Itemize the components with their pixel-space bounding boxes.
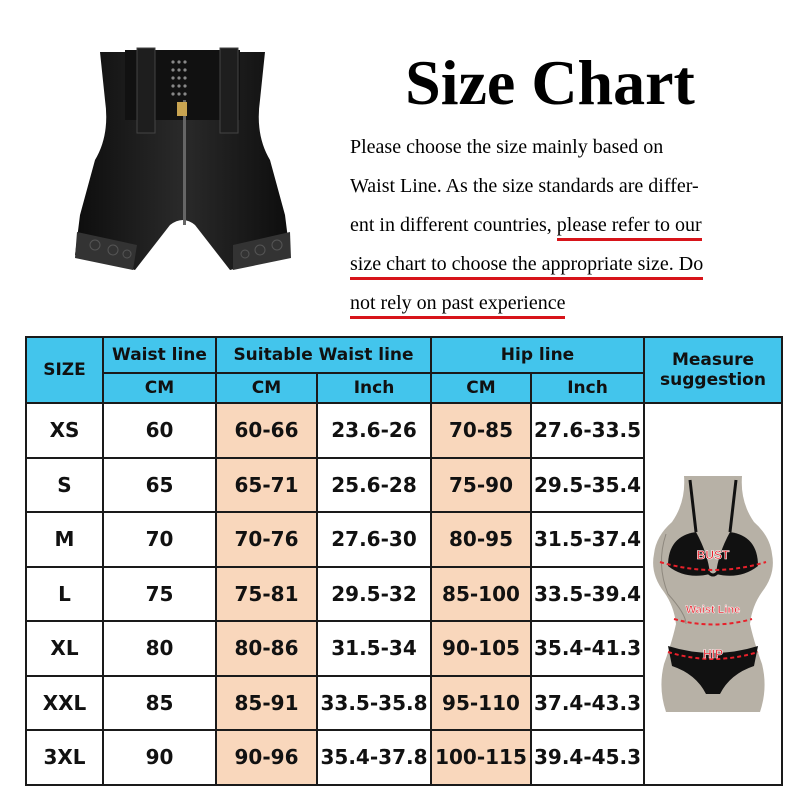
size-cell: M: [26, 512, 103, 567]
header-suitable-inch: Inch: [317, 373, 431, 403]
page-title: Size Chart: [405, 47, 695, 118]
table-row: [26, 403, 782, 458]
hip-cm-cell: 90-105: [431, 621, 531, 676]
suitable-cm-cell: 85-91: [216, 676, 317, 731]
measure-figure-cell: [644, 403, 782, 785]
instruction-line: Please choose the size mainly based on: [350, 136, 664, 158]
size-chart-table: [25, 336, 783, 786]
hip-inch-cell: 31.5-37.4: [531, 512, 644, 567]
size-instructions: [350, 128, 780, 323]
instruction-line: [350, 284, 780, 323]
hip-inch-cell: 27.6-33.5: [531, 403, 644, 458]
waist-cell: 70: [103, 512, 216, 567]
header-suitable-waist-line: Suitable Waist line: [216, 337, 431, 373]
suitable-cm-cell: 70-76: [216, 512, 317, 567]
bust-label: BUST: [696, 547, 730, 562]
waist-cell: 60: [103, 403, 216, 458]
suitable-cm-cell: 75-81: [216, 567, 317, 622]
hip-cm-cell: 80-95: [431, 512, 531, 567]
underlined-instruction: size chart to choose the appropriate size. Do: [350, 253, 703, 280]
hip-inch-cell: 39.4-45.3: [531, 730, 644, 785]
hip-cm-cell: 75-90: [431, 458, 531, 513]
hip-label: HIP: [702, 646, 724, 661]
body-measurement-figure: [646, 474, 780, 714]
header-hip-inch: Inch: [531, 373, 644, 403]
suitable-inch-cell: 33.5-35.8: [317, 676, 431, 731]
instruction-line: [350, 245, 780, 284]
waist-cell: 85: [103, 676, 216, 731]
header-measure-text: Measure: [671, 350, 755, 370]
underlined-instruction: please refer to our: [557, 214, 702, 241]
suitable-inch-cell: 35.4-37.8: [317, 730, 431, 785]
suitable-cm-cell: 80-86: [216, 621, 317, 676]
hip-cm-cell: 70-85: [431, 403, 531, 458]
waist-line-label: Waist Line: [685, 603, 741, 616]
hip-cm-cell: 95-110: [431, 676, 531, 731]
size-cell: XL: [26, 621, 103, 676]
hip-inch-cell: 29.5-35.4: [531, 458, 644, 513]
header-waist-line: Waist line: [103, 337, 216, 373]
header-suggestion-text: suggestion: [660, 370, 766, 390]
header-hip-line: Hip line: [431, 337, 644, 373]
size-cell: 3XL: [26, 730, 103, 785]
waist-cell: 90: [103, 730, 216, 785]
underlined-instruction: not rely on past experience: [350, 292, 565, 319]
suitable-inch-cell: 31.5-34: [317, 621, 431, 676]
suitable-cm-cell: 65-71: [216, 458, 317, 513]
size-cell: XS: [26, 403, 103, 458]
header-waist-cm: CM: [103, 373, 216, 403]
hip-inch-cell: 35.4-41.3: [531, 621, 644, 676]
instruction-line: [350, 206, 780, 245]
hip-cm-cell: 100-115: [431, 730, 531, 785]
suitable-inch-cell: 27.6-30: [317, 512, 431, 567]
suitable-cm-cell: 60-66: [216, 403, 317, 458]
hip-inch-cell: 33.5-39.4: [531, 567, 644, 622]
waist-cell: 80: [103, 621, 216, 676]
suitable-inch-cell: 29.5-32: [317, 567, 431, 622]
size-cell: XXL: [26, 676, 103, 731]
suitable-inch-cell: 23.6-26: [317, 403, 431, 458]
suitable-inch-cell: 25.6-28: [317, 458, 431, 513]
hip-cm-cell: 85-100: [431, 567, 531, 622]
size-cell: S: [26, 458, 103, 513]
waist-cell: 75: [103, 567, 216, 622]
suitable-cm-cell: 90-96: [216, 730, 317, 785]
instruction-text: ent in different countries,: [350, 214, 557, 236]
instruction-line: Waist Line. As the size standards are differ-: [350, 175, 699, 197]
header-hip-cm: CM: [431, 373, 531, 403]
hip-inch-cell: 37.4-43.3: [531, 676, 644, 731]
header-suitable-cm: CM: [216, 373, 317, 403]
header-size: SIZE: [26, 337, 103, 403]
header-measure-suggestion: [644, 337, 782, 403]
size-cell: L: [26, 567, 103, 622]
waist-cell: 65: [103, 458, 216, 513]
product-image: [55, 40, 310, 295]
